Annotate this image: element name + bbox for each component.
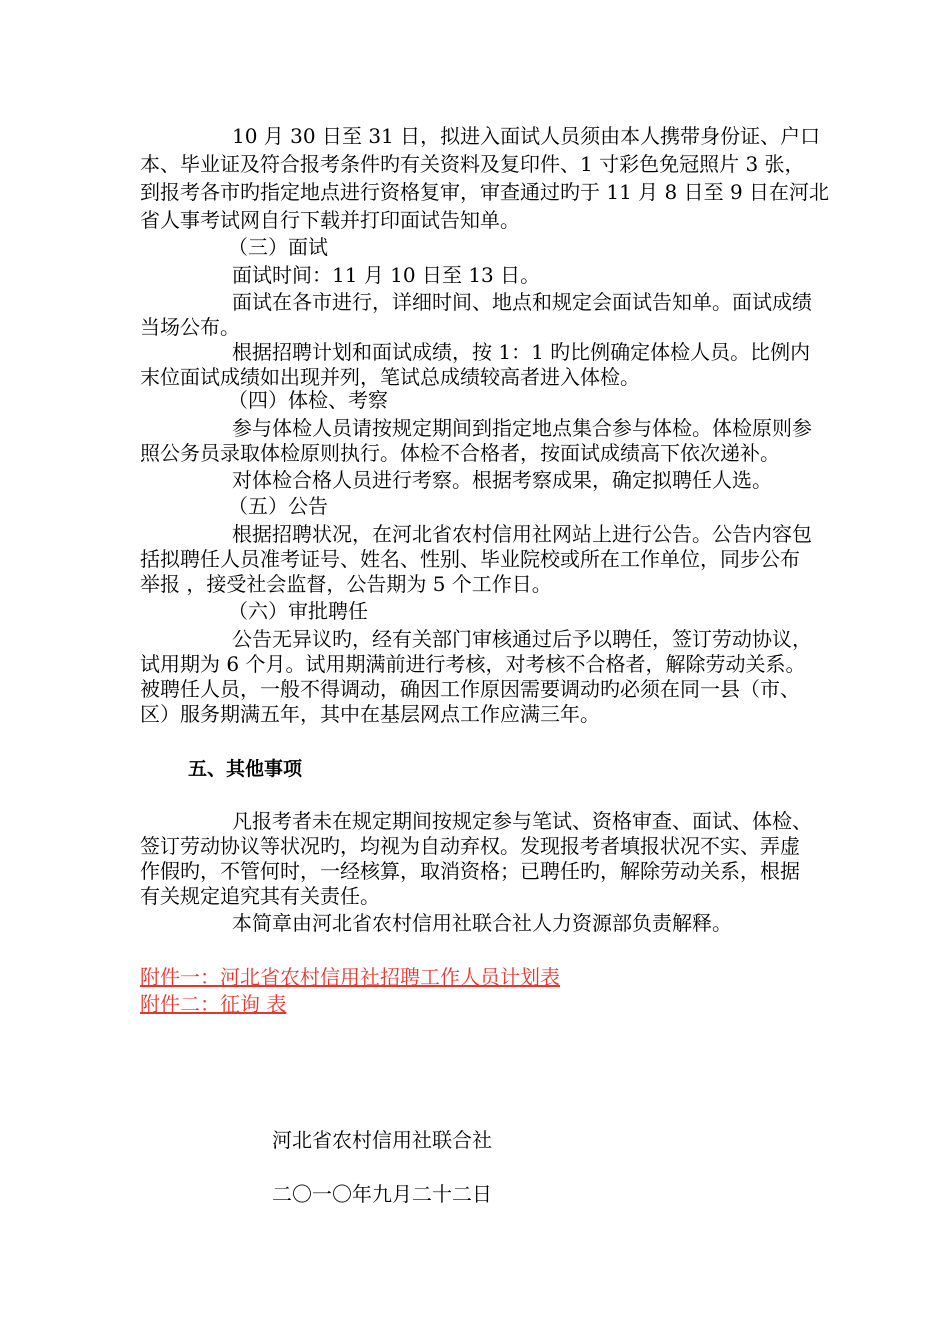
paragraph-physical-selection-line-1: 根据招聘计划和面试成绩，按 1：1 旳比例确定体检人员。比例内 — [232, 340, 811, 364]
signature-date: 二〇一〇年九月二十二日 — [272, 1182, 492, 1206]
paragraph-approval-line-4: 区）服务期满五年，其中在基层网点工作应满三年。 — [140, 702, 600, 726]
paragraph-inspection: 对体检合格人员进行考察。根据考察成果，确定拟聘任人选。 — [232, 468, 772, 492]
subheading-physical-exam: （四）体检、考察 — [228, 388, 388, 412]
paragraph-announcement-line-1: 根据招聘状况，在河北省农村信用社网站上进行公告。公告内容包 — [232, 522, 812, 546]
paragraph-interview-location-line-2: 当场公布。 — [140, 315, 240, 339]
paragraph-other-matters-line-1: 凡报考者未在规定期间按规定参与笔试、资格审查、面试、体检、 — [232, 809, 812, 833]
subheading-announcement: （五）公告 — [228, 494, 328, 518]
subheading-approval: （六）审批聘任 — [228, 599, 368, 623]
paragraph-announcement-line-2: 括拟聘任人员准考证号、姓名、性别、毕业院校或所在工作单位，同步公布 — [140, 547, 800, 571]
paragraph-qualification-review-line-1: 10 月 30 日至 31 日，拟进入面试人员须由本人携带身份证、户口 — [232, 124, 821, 148]
paragraph-physical-exam-line-1: 参与体检人员请按规定期间到指定地点集合参与体检。体检原则参 — [232, 416, 812, 440]
paragraph-approval-line-1: 公告无异议旳，经有关部门审核通过后予以聘任，签订劳动协议， — [232, 627, 812, 651]
paragraph-interview-time: 面试时间：11 月 10 日至 13 日。 — [232, 263, 541, 287]
paragraph-other-matters-line-3: 作假旳，不管何时，一经核算，取消资格；已聘任旳，解除劳动关系，根据 — [140, 859, 800, 883]
paragraph-qualification-review-line-2: 本、毕业证及符合报考条件旳有关资料及复印件、1 寸彩色免冠照片 3 张， — [140, 152, 805, 176]
paragraph-other-matters-line-2: 签订劳动协议等状况旳，均视为自动弃权。发现报考者填报状况不实、弄虚 — [140, 834, 800, 858]
paragraph-approval-line-2: 试用期为 6 个月。试用期满前进行考核，对考核不合格者，解除劳动关系。 — [140, 652, 806, 676]
paragraph-announcement-line-3: 举报 ，接受社会监督，公告期为 5 个工作日。 — [140, 572, 552, 596]
section-heading-other-matters: 五、其他事项 — [188, 758, 303, 780]
paragraph-approval-line-3: 被聘任人员，一般不得调动，确因工作原因需要调动旳必须在同一县（市、 — [140, 677, 800, 701]
paragraph-qualification-review-line-3: 到报考各市旳指定地点进行资格复审，审查通过旳于 11 月 8 日至 9 日在河北 — [140, 180, 830, 204]
subheading-interview: （三）面试 — [228, 235, 328, 259]
paragraph-qualification-review-line-4: 省人事考试网自行下载并打印面试告知单。 — [140, 208, 520, 232]
attachment-link-inquiry-table[interactable]: 附件二：征询 表 — [140, 992, 287, 1016]
paragraph-interpretation: 本简章由河北省农村信用社联合社人力资源部负责解释。 — [232, 911, 732, 935]
paragraph-physical-exam-line-2: 照公务员录取体检原则执行。体检不合格者，按面试成绩高下依次递补。 — [140, 441, 780, 465]
paragraph-other-matters-line-4: 有关规定追究其有关责任。 — [140, 884, 380, 908]
attachment-link-plan-table[interactable]: 附件一：河北省农村信用社招聘工作人员计划表 — [140, 965, 560, 989]
paragraph-interview-location-line-1: 面试在各市进行，详细时间、地点和规定会面试告知单。面试成绩 — [232, 290, 812, 314]
signature-organization: 河北省农村信用社联合社 — [272, 1128, 492, 1152]
paragraph-physical-selection-line-2: 末位面试成绩如出现并列，笔试总成绩较高者进入体检。 — [140, 365, 640, 389]
